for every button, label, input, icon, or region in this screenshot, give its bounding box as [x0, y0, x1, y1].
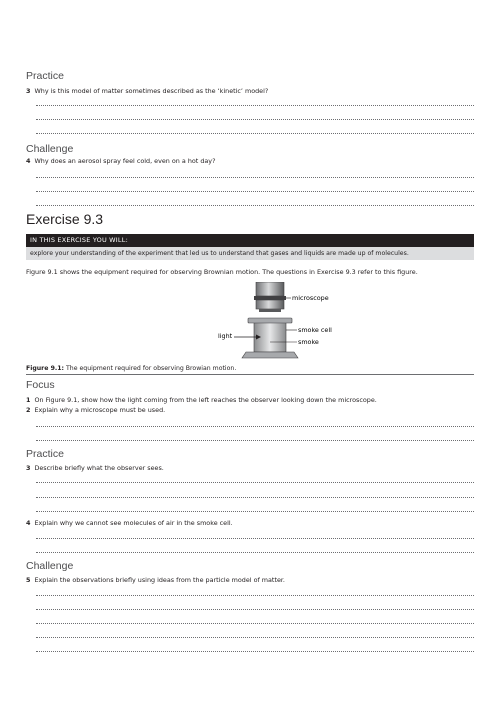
answer-line[interactable] — [36, 595, 474, 596]
question-number: 1 — [26, 396, 31, 404]
answer-line[interactable] — [36, 205, 474, 206]
question-5 — [26, 576, 285, 585]
question-number: 4 — [26, 157, 31, 165]
answer-line[interactable] — [36, 426, 474, 427]
question-number: 2 — [26, 406, 31, 414]
exercise-title: Exercise 9.3 — [26, 211, 104, 227]
answer-line[interactable] — [36, 191, 474, 192]
microscope-icon — [254, 282, 286, 312]
question-number: 3 — [26, 87, 31, 95]
brownian-motion-figure — [176, 282, 336, 364]
answer-line[interactable] — [36, 609, 474, 610]
smoke-cell-icon — [242, 318, 298, 358]
answer-line[interactable] — [36, 623, 474, 624]
question-number: 3 — [26, 464, 31, 472]
exercise-intro: Figure 9.1 shows the equipment required for observing Brownian motion. The questions in Exercise 9.3 refer to this figure. — [26, 268, 418, 276]
exercise-objective: explore your understanding of the experiment that led us to understand that gases and liquids are made up of molecules. — [26, 247, 474, 260]
section-heading-focus: Focus — [26, 379, 55, 391]
answer-line[interactable] — [36, 133, 474, 134]
answer-line[interactable] — [36, 651, 474, 652]
answer-line[interactable] — [36, 497, 474, 498]
question-text: Why does an aerosol spray feel cold, even on a hot day? — [34, 157, 216, 165]
question-1 — [26, 396, 377, 405]
section-heading-challenge: Challenge — [26, 560, 74, 572]
exercise-banner: IN THIS EXERCISE YOU WILL: — [26, 234, 474, 247]
question-4 — [26, 157, 215, 166]
worksheet-page — [26, 0, 474, 706]
answer-line[interactable] — [36, 482, 474, 483]
question-3 — [26, 87, 268, 96]
answer-line[interactable] — [36, 511, 474, 512]
label-smoke: smoke — [298, 338, 319, 346]
section-heading-practice: Practice — [26, 70, 64, 82]
answer-line[interactable] — [36, 552, 474, 553]
figure-caption-label: Figure 9.1: — [26, 365, 65, 372]
section-heading-challenge: Challenge — [26, 143, 74, 155]
answer-line[interactable] — [36, 440, 474, 441]
question-text: Explain the observations briefly using ideas from the particle model of matter. — [34, 576, 285, 584]
divider — [26, 374, 474, 375]
answer-line[interactable] — [36, 538, 474, 539]
question-text: Explain why a microscope must be used. — [34, 406, 166, 414]
section-heading-practice: Practice — [26, 448, 64, 460]
question-number: 4 — [26, 519, 31, 527]
answer-line[interactable] — [36, 637, 474, 638]
answer-line[interactable] — [36, 119, 474, 120]
figure-caption — [26, 365, 236, 372]
label-smoke-cell: smoke cell — [298, 326, 332, 334]
question-text: Explain why we cannot see molecules of air in the smoke cell. — [34, 519, 233, 527]
question-text: Why is this model of matter sometimes described as the ‘kinetic’ model? — [34, 87, 269, 95]
answer-line[interactable] — [36, 177, 474, 178]
answer-line[interactable] — [36, 105, 474, 106]
question-number: 5 — [26, 576, 31, 584]
question-text: Describe briefly what the observer sees. — [34, 464, 164, 472]
question-text: On Figure 9.1, show how the light coming from the left reaches the observer looking down the microscope. — [34, 396, 377, 404]
label-microscope: microscope — [292, 294, 329, 302]
label-light: light — [218, 332, 233, 340]
figure-caption-text: The equipment required for observing Browian motion. — [66, 365, 237, 372]
question-3-observer — [26, 464, 164, 473]
question-4-molecules — [26, 519, 233, 528]
question-2 — [26, 406, 165, 415]
